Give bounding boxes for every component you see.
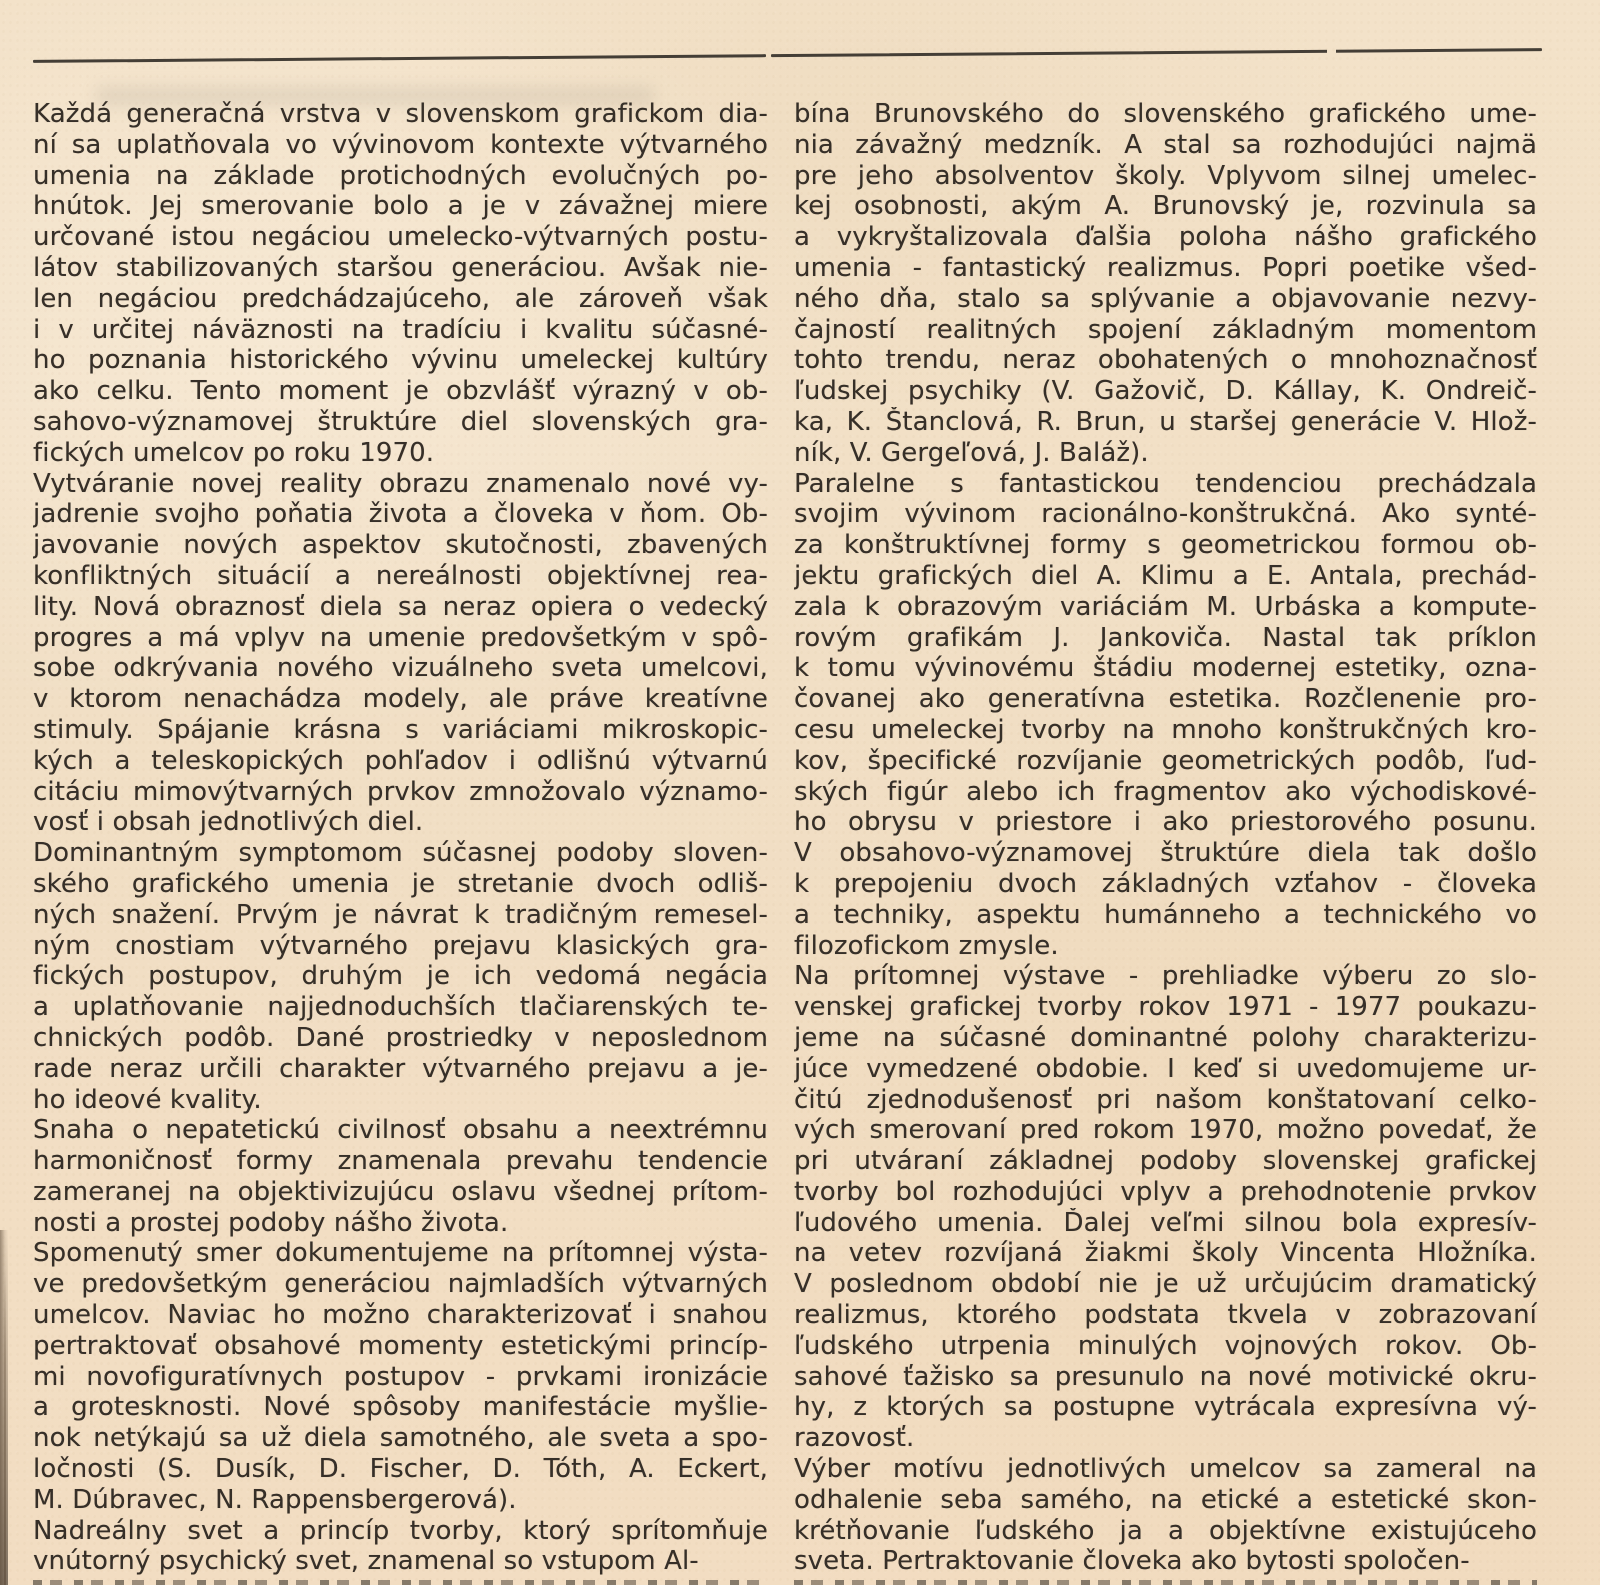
text-line: sahové ťažisko sa presunulo na nové motivické okru- [794,1361,1537,1392]
text-line: k prepojeniu dvoch základných vzťahov - človeka [794,868,1537,899]
text-line: ľudského utrpenia minulých vojnových rokov. Ob- [794,1330,1537,1361]
text-line: Snaha o nepatetickú civilnosť obsahu a neextrémnu [33,1115,768,1146]
text-line: jadrenie svojho poňatia života a človeka v ňom. Ob- [33,499,768,530]
text-line: kov, špecifické rozvíjanie geometrických podôb, ľud- [794,745,1537,776]
text-line: harmoničnosť formy znamenala prevahu tendencie [33,1146,768,1177]
page-edge-fold-line [4,1270,6,1585]
text-line: ní sa uplatňovala vo vývinovom kontexte výtvarného [33,129,768,160]
paragraph [33,1238,768,1515]
top-rule [33,48,1542,63]
text-line: jeme na súčasné dominantné polohy charakterizu- [794,1022,1537,1053]
text-line: zala k obrazovým variáciám M. Urbáska a kompute- [794,591,1537,622]
text-line: ako celku. Tento moment je obzvlášť výrazný v ob- [33,376,768,407]
text-line: ločnosti (S. Dusík, D. Fischer, D. Tóth, A. Eckert, [33,1454,768,1485]
text-line: zameranej na objektivizujúcu oslavu všednej prítom- [33,1176,768,1207]
text-line: za konštruktívnej formy s geometrickou formou ob- [794,530,1537,561]
text-line: Paralelne s fantastickou tendenciou prechádzala [794,468,1537,499]
text-line: ník, V. Gergeľová, J. Baláž). [794,437,1149,468]
paragraph [794,961,1537,1454]
text-line: Nadreálny svet a princíp tvorby, ktorý sprítomňuje [33,1515,768,1546]
text-line: M. Dúbravec, N. Rappensbergerová). [33,1484,517,1515]
text-line: ských figúr alebo ich fragmentov ako východiskové- [794,776,1537,807]
text-line: ľudového umenia. Ďalej veľmi silnou bola expresív- [794,1207,1537,1238]
paragraph [33,1115,768,1238]
text-line: venskej grafickej tvorby rokov 1971 - 1977 poukazu- [794,992,1537,1023]
text-line: Na prítomnej výstave - prehliadke výberu zo slo- [794,961,1537,992]
text-line: stimuly. Spájanie krásna s variáciami mikroskopic- [33,714,768,745]
text-line: ného dňa, stalo sa splývanie a objavovanie nezvy- [794,283,1537,314]
text-line: umenia - fantastický realizmus. Popri poetike všed- [794,252,1537,283]
text-line: nia závažný medzník. A stal sa rozhodujúci najmä [794,129,1537,160]
paragraph [33,469,768,839]
text-line: len negáciou predchádzajúceho, ale zároveň však [33,283,768,314]
text-line: svojim vývinom racionálno-konštrukčná. Ako synté- [794,499,1537,530]
text-line: ho poznania historického vývinu umeleckej kultúry [33,345,768,376]
text-line: sahovo-významovej štruktúre diel slovenských gra- [33,406,768,437]
text-line: Spomenutý smer dokumentujeme na prítomnej výsta- [33,1238,768,1269]
text-line: fických postupov, druhým je ich vedomá negácia [33,961,768,992]
text-line: vnútorný psychický svet, znamenal so vstupom Al- [33,1546,699,1577]
text-line: V poslednom období nie je už určujúcim dramatický [794,1269,1537,1300]
text-line: čajností realitných spojení základným momentom [794,314,1537,345]
text-line: Výber motívu jednotlivých umelcov sa zameral na [794,1454,1537,1485]
text-line: chnických podôb. Dané prostriedky v neposlednom [33,1022,768,1053]
text-line: lity. Nová obraznosť diela sa neraz opiera o vedecký [33,591,768,622]
text-columns [33,99,1537,1585]
text-line: ným cnostiam výtvarného prejavu klasických gra- [33,930,768,961]
text-line: sobe odkrývania nového vizuálneho sveta umelcovi, [33,653,768,684]
text-line: v ktorom nenachádza modely, ale práve kreatívne [33,684,768,715]
paragraph [33,838,768,1115]
text-line: i v určitej náväznosti na tradíciu i kvalitu súčasné- [33,314,768,345]
text-line: ho obrysu v priestore i ako priestorového posunu. [794,807,1537,838]
right-text-column [794,99,1537,1585]
text-line: citáciu mimovýtvarných prvkov zmnožovalo významo- [33,776,768,807]
text-line: Dominantným symptomom súčasnej podoby sloven- [33,838,768,869]
text-line: umenia na základe protichodných evolučných po- [33,160,768,191]
text-line: bína Brunovského do slovenského grafického ume- [794,99,1537,129]
top-rule-left-segment [33,54,766,63]
text-line: realizmus, ktorého podstata tkvela v zobrazovaní [794,1300,1537,1331]
paragraph [794,469,1537,962]
text-line: a techniky, aspektu humánneho a technického vo [794,899,1537,930]
text-line: ve predovšetkým generáciou najmladších výtvarných [33,1269,768,1300]
text-line: látov stabilizovaných staršou generáciou. Avšak nie- [33,252,768,283]
text-line: a vykryštalizovala ďalšia poloha nášho grafického [794,222,1537,253]
text-line: hnútok. Jej smerovanie bolo a je v závažnej miere [33,191,768,222]
paragraph [794,99,1537,469]
text-line: ho ideové kvality. [33,1084,262,1115]
text-line: kých a teleskopických pohľadov i odlišnú výtvarnú [33,745,768,776]
text-line: progres a má vplyv na umenie predovšetkým v spô- [33,622,768,653]
text-line: vosť i obsah jednotlivých diel. [33,807,424,838]
text-line: a uplatňovanie najjednoduchších tlačiarenských te- [33,992,768,1023]
text-line: Každá generačná vrstva v slovenskom grafickom dia- [33,99,768,129]
text-line: konfliktných situácií a nereálnosti objektívnej rea- [33,560,768,591]
cut-off-text-right [794,1580,1537,1585]
text-line: ka, K. Štanclová, R. Brun, u staršej generácie V. Hlož- [794,406,1537,437]
text-line: hy, z ktorých sa postupne vytrácala expresívna vý- [794,1392,1537,1423]
text-line: razovosť. [794,1423,915,1454]
text-line: mi novofiguratívnych postupov - prvkami ironizácie [33,1361,768,1392]
text-line: ského grafického umenia je stretanie dvoch odliš- [33,868,768,899]
text-line: pre jeho absolventov školy. Vplyvom silnej umelec- [794,160,1537,191]
text-line: vých smerovaní pred rokom 1970, možno povedať, že [794,1115,1537,1146]
text-line: rade neraz určili charakter výtvarného prejavu a je- [33,1053,768,1084]
text-line: odhalenie seba samého, na etické a estetické skon- [794,1484,1537,1515]
text-line: nosti a prostej podoby nášho života. [33,1207,509,1238]
text-line: k tomu vývinovému štádiu modernej estetiky, ozna- [794,653,1537,684]
text-line: V obsahovo-významovej štruktúre diela tak došlo [794,838,1537,869]
text-line: čitú zjednodušenosť pri našom konštatovaní celko- [794,1084,1537,1115]
text-line: pri utváraní základnej podoby slovenskej grafickej [794,1146,1537,1177]
paragraph [33,99,768,469]
text-line: fických umelcov po roku 1970. [33,437,435,468]
text-line: určované istou negáciou umelecko-výtvarných postu- [33,222,768,253]
text-line: rovým grafikám J. Jankoviča. Nastal tak príklon [794,622,1537,653]
text-line: filozofickom zmysle. [794,930,1059,961]
text-line: javovanie nových aspektov skutočnosti, zbavených [33,530,768,561]
text-line: pertraktovať obsahové momenty estetickými princíp- [33,1330,768,1361]
text-line: Vytváranie novej reality obrazu znamenalo nové vy- [33,468,768,499]
text-line: jektu grafických diel A. Klimu a E. Antala, prechád- [794,560,1537,591]
text-line: sveta. Pertraktovanie človeka ako bytosti spoločen- [794,1546,1470,1577]
text-line: ných snažení. Prvým je návrat k tradičným remesel- [33,899,768,930]
left-text-column [33,99,768,1585]
cut-off-next-line-fringe [33,1579,1537,1585]
text-line: júce vymedzené obdobie. I keď si uvedomujeme ur- [794,1053,1537,1084]
text-line: krétňovanie ľudského ja a objektívne existujúceho [794,1515,1537,1546]
text-line: na vetev rozvíjaná žiakmi školy Vincenta Hložníka. [794,1238,1537,1269]
text-line: tvorby bol rozhodujúci vplyv a prehodnotenie prvkov [794,1176,1537,1207]
text-line: a grotesknosti. Nové spôsoby manifestácie myšlie- [33,1392,768,1423]
text-line: ľudskej psychiky (V. Gažovič, D. Kállay, K. Ondreič- [794,376,1537,407]
top-rule-right-segment [771,48,1542,57]
text-line: cesu umeleckej tvorby na mnoho konštrukčných kro- [794,714,1537,745]
text-line: nok netýkajú sa už diela samotného, ale sveta a spo- [33,1423,768,1454]
paragraph [33,1516,768,1578]
text-line: tohto trendu, neraz obohatených o mnohoznačnosť [794,345,1537,376]
text-line: umelcov. Naviac ho možno charakterizovať i snahou [33,1300,768,1331]
text-line: čovanej ako generatívna estetika. Rozčlenenie pro- [794,684,1537,715]
cut-off-text-left [33,1580,768,1585]
text-line: kej osobnosti, akým A. Brunovský je, rozvinula sa [794,191,1537,222]
paragraph [794,1454,1537,1577]
